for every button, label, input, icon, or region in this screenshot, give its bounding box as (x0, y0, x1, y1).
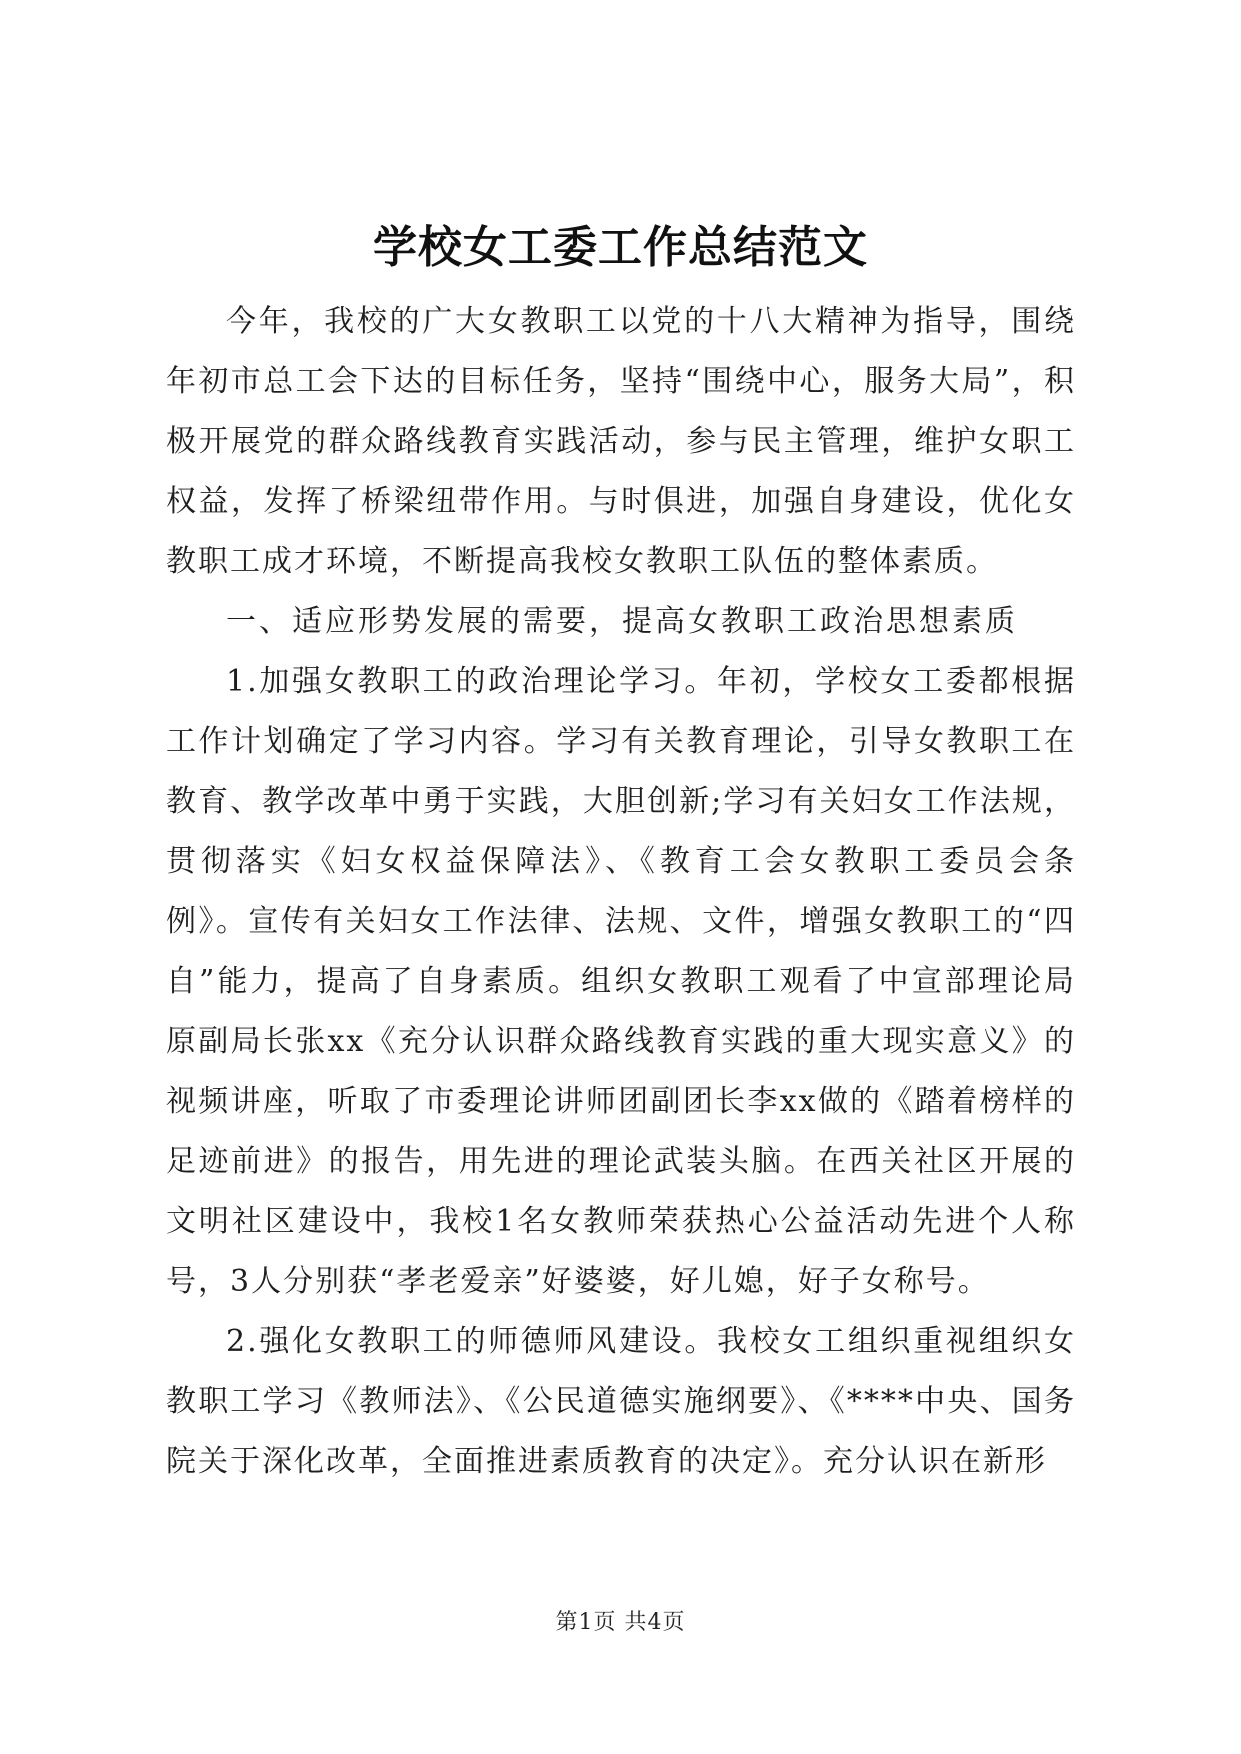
paragraph-item-1: 1.加强女教职工的政治理论学习。年初，学校女工委都根据工作计划确定了学习内容。学习有关教育理论，引导女教职工在教育、教学改革中勇于实践，大胆创新;学习有关妇女工作法规，贯彻落实《妇女权益保障法》、《教育工会女教职工委员会条例》。宣传有关妇女工作法律、法规、文件，增强女教职工的“四自”能力，提高了自身素质。组织女教职工观看了中宣部理论局原副局长张xx《充分认识群众路线教育实践的重大现实意义》的视频讲座，听取了市委理论讲师团副团长李xx做的《踏着榜样的足迹前进》的报告，用先进的理论武装头脑。在西关社区开展的文明社区建设中，我校1名女教师荣获热心公益活动先进个人称号，3人分别获“孝老爱亲”好婆婆，好儿媳，好子女称号。 (166, 664, 1076, 1299)
page-footer: 第1页 共4页 (555, 1610, 686, 1635)
document-title: 学校女工委工作总结范文 (373, 222, 868, 273)
section-heading-1: 一、适应形势发展的需要，提高女教职工政治思想素质 (226, 604, 1018, 639)
paragraph-item-2: 2.强化女教职工的师德师风建设。我校女工组织重视组织女教职工学习《教师法》、《公民道德实施纲要》、《****中央、国务院关于深化改革，全面推进素质教育的决定》。充分认识在新形 (166, 1324, 1076, 1479)
document-body (166, 292, 1076, 1492)
paragraph-intro: 今年，我校的广大女教职工以党的十八大精神为指导，围绕年初市总工会下达的目标任务，坚持“围绕中心，服务大局”，积极开展党的群众路线教育实践活动，参与民主管理，维护女职工权益，发挥了桥梁纽带作用。与时俱进，加强自身建设，优化女教职工成才环境，不断提高我校女教职工队伍的整体素质。 (166, 304, 1076, 579)
